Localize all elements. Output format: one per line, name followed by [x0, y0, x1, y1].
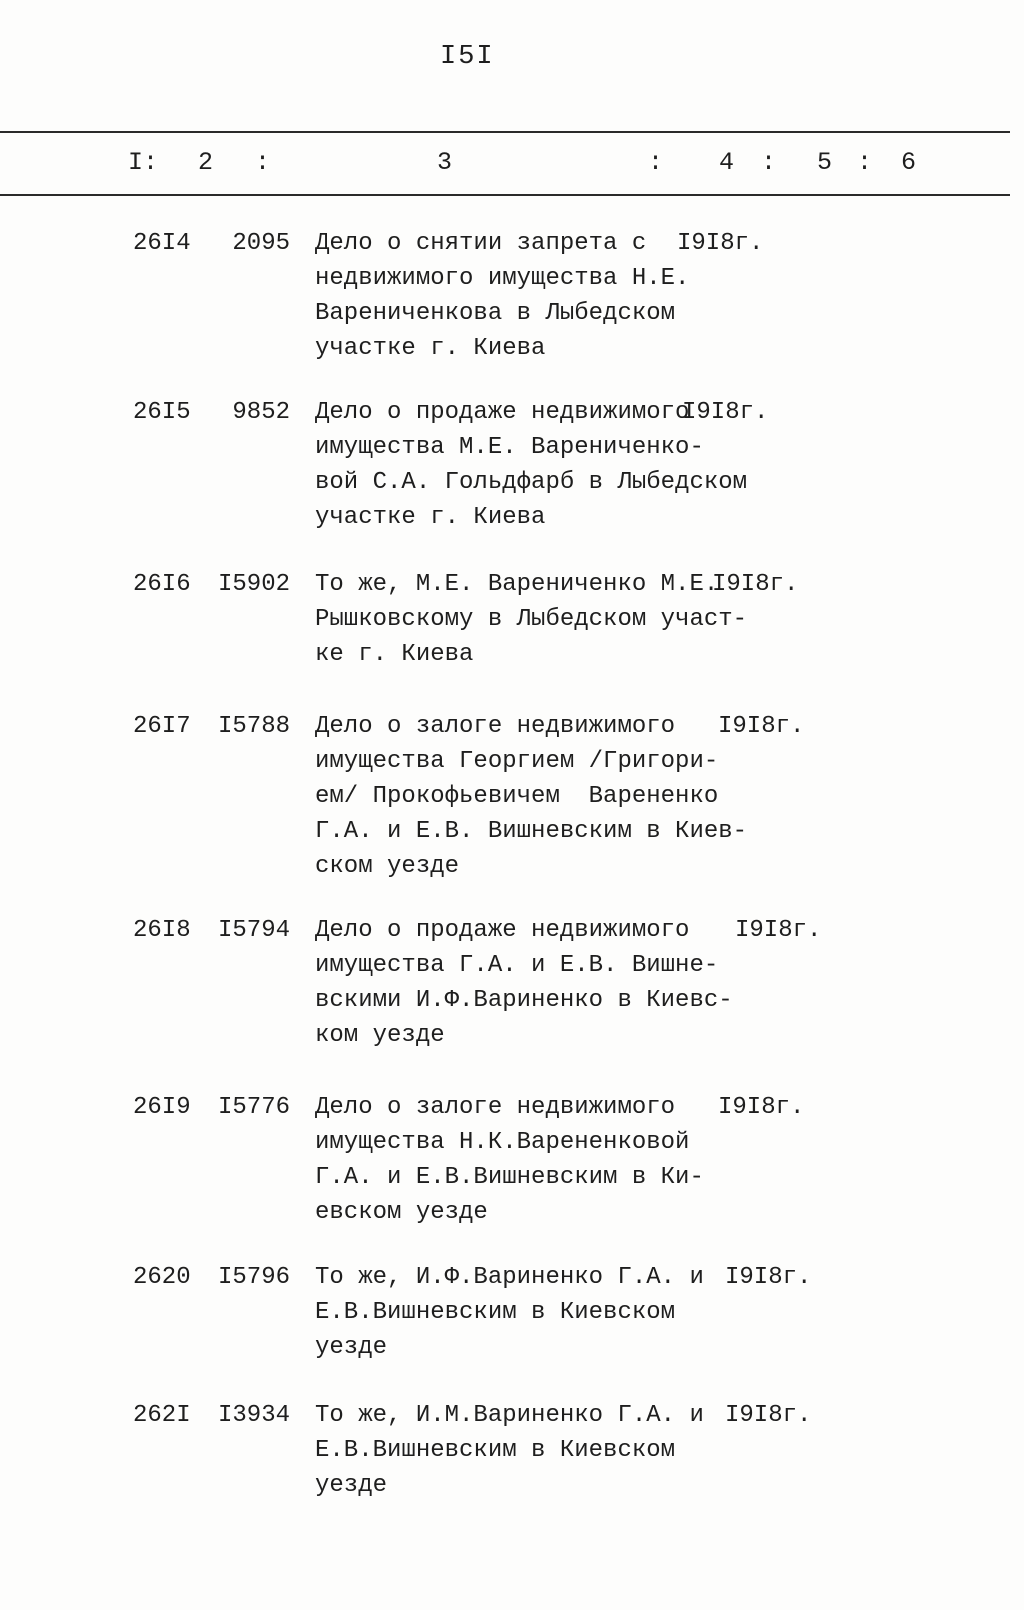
entry-number: 26I6 [133, 571, 191, 598]
entry-number: 26I4 [133, 230, 191, 257]
entry-year: I9I8г. [718, 713, 805, 740]
description-line: недвижимого имущества Н.Е. [315, 265, 690, 292]
description-line: имущества М.Е. Варениченко- [315, 434, 704, 461]
entry-code: I5902 [217, 571, 290, 598]
description-line: Дело о залоге недвижимого [315, 713, 676, 740]
description-line: Е.В.Вишневским в Киевском [315, 1299, 676, 1326]
entry-code: I5794 [217, 917, 290, 944]
entry-code: 9852 [232, 399, 290, 426]
description-line: имущества Г.А. и Е.В. Вишне- [315, 952, 719, 979]
description-line: Дело о снятии запрета с [315, 230, 647, 257]
description-line: вой С.А. Гольдфарб в Лыбедском [315, 469, 748, 496]
entry-code: 2095 [232, 230, 290, 257]
column-4-header: 4 [719, 148, 735, 177]
entry-year: I9I8г. [718, 1094, 805, 1121]
page-number: I5I [440, 42, 495, 72]
entry-description [315, 1090, 755, 1230]
column-6-header: 6 [901, 148, 917, 177]
entry-year: I9I8г. [712, 571, 799, 598]
description-line: ком уезде [315, 1022, 445, 1049]
description-line: евском уезде [315, 1199, 488, 1226]
column-separator: : [857, 148, 873, 177]
column-separator: : [761, 148, 777, 177]
description-line: уезде [315, 1334, 388, 1361]
entry-description [315, 709, 755, 884]
entry-year: I9I8г. [735, 917, 822, 944]
description-line: уезде [315, 1472, 388, 1499]
description-line: Рышковскому в Лыбедском участ- [315, 606, 748, 633]
description-line: Дело о продаже недвижимого [315, 917, 690, 944]
description-line: ском уезде [315, 853, 460, 880]
description-line: Дело о залоге недвижимого [315, 1094, 676, 1121]
table-header-rule [0, 194, 1010, 196]
description-line: имущества Георгием /Григори- [315, 748, 719, 775]
entry-year: I9I8г. [682, 399, 769, 426]
entry-code: I5788 [217, 713, 290, 740]
column-1-header: I: [128, 148, 159, 177]
entry-number: 26I5 [133, 399, 191, 426]
entry-code: I5796 [217, 1264, 290, 1291]
entry-code: I3934 [217, 1402, 290, 1429]
entry-description [315, 913, 755, 1053]
entry-number: 26I9 [133, 1094, 191, 1121]
column-separator: : [255, 148, 271, 177]
entry-year: I9I8г. [677, 230, 764, 257]
description-line: вскими И.Ф.Вариненко в Киевс- [315, 987, 733, 1014]
description-line: участке г. Киева [315, 504, 546, 531]
description-line: Е.В.Вишневским в Киевском [315, 1437, 676, 1464]
entry-year: I9I8г. [725, 1264, 812, 1291]
column-5-header: 5 [817, 148, 833, 177]
description-line: Варениченкова в Лыбедском [315, 300, 676, 327]
column-2-header: 2 [198, 148, 214, 177]
entry-number: 26I8 [133, 917, 191, 944]
description-line: имущества Н.К.Варененковой [315, 1129, 690, 1156]
table-top-rule [0, 131, 1010, 133]
column-3-header: 3 [437, 148, 453, 177]
entry-description [315, 567, 755, 672]
description-line: То же, И.М.Вариненко Г.А. и [315, 1402, 704, 1429]
entry-description [315, 1260, 755, 1365]
description-line: Г.А. и Е.В. Вишневским в Киев- [315, 818, 748, 845]
entry-number: 26I7 [133, 713, 191, 740]
entry-number: 2620 [133, 1264, 191, 1291]
column-separator: : [648, 148, 664, 177]
description-line: То же, И.Ф.Вариненко Г.А. и [315, 1264, 704, 1291]
entry-year: I9I8г. [725, 1402, 812, 1429]
description-line: Дело о продаже недвижимого [315, 399, 690, 426]
description-line: участке г. Киева [315, 335, 546, 362]
entry-number: 262I [133, 1402, 191, 1429]
description-line: ем/ Прокофьевичем Варененко [315, 783, 719, 810]
description-line: Г.А. и Е.В.Вишневским в Ки- [315, 1164, 704, 1191]
entry-description [315, 1398, 755, 1503]
description-line: То же, М.Е. Варениченко М.Е. [315, 571, 719, 598]
entry-code: I5776 [217, 1094, 290, 1121]
description-line: ке г. Киева [315, 641, 474, 668]
